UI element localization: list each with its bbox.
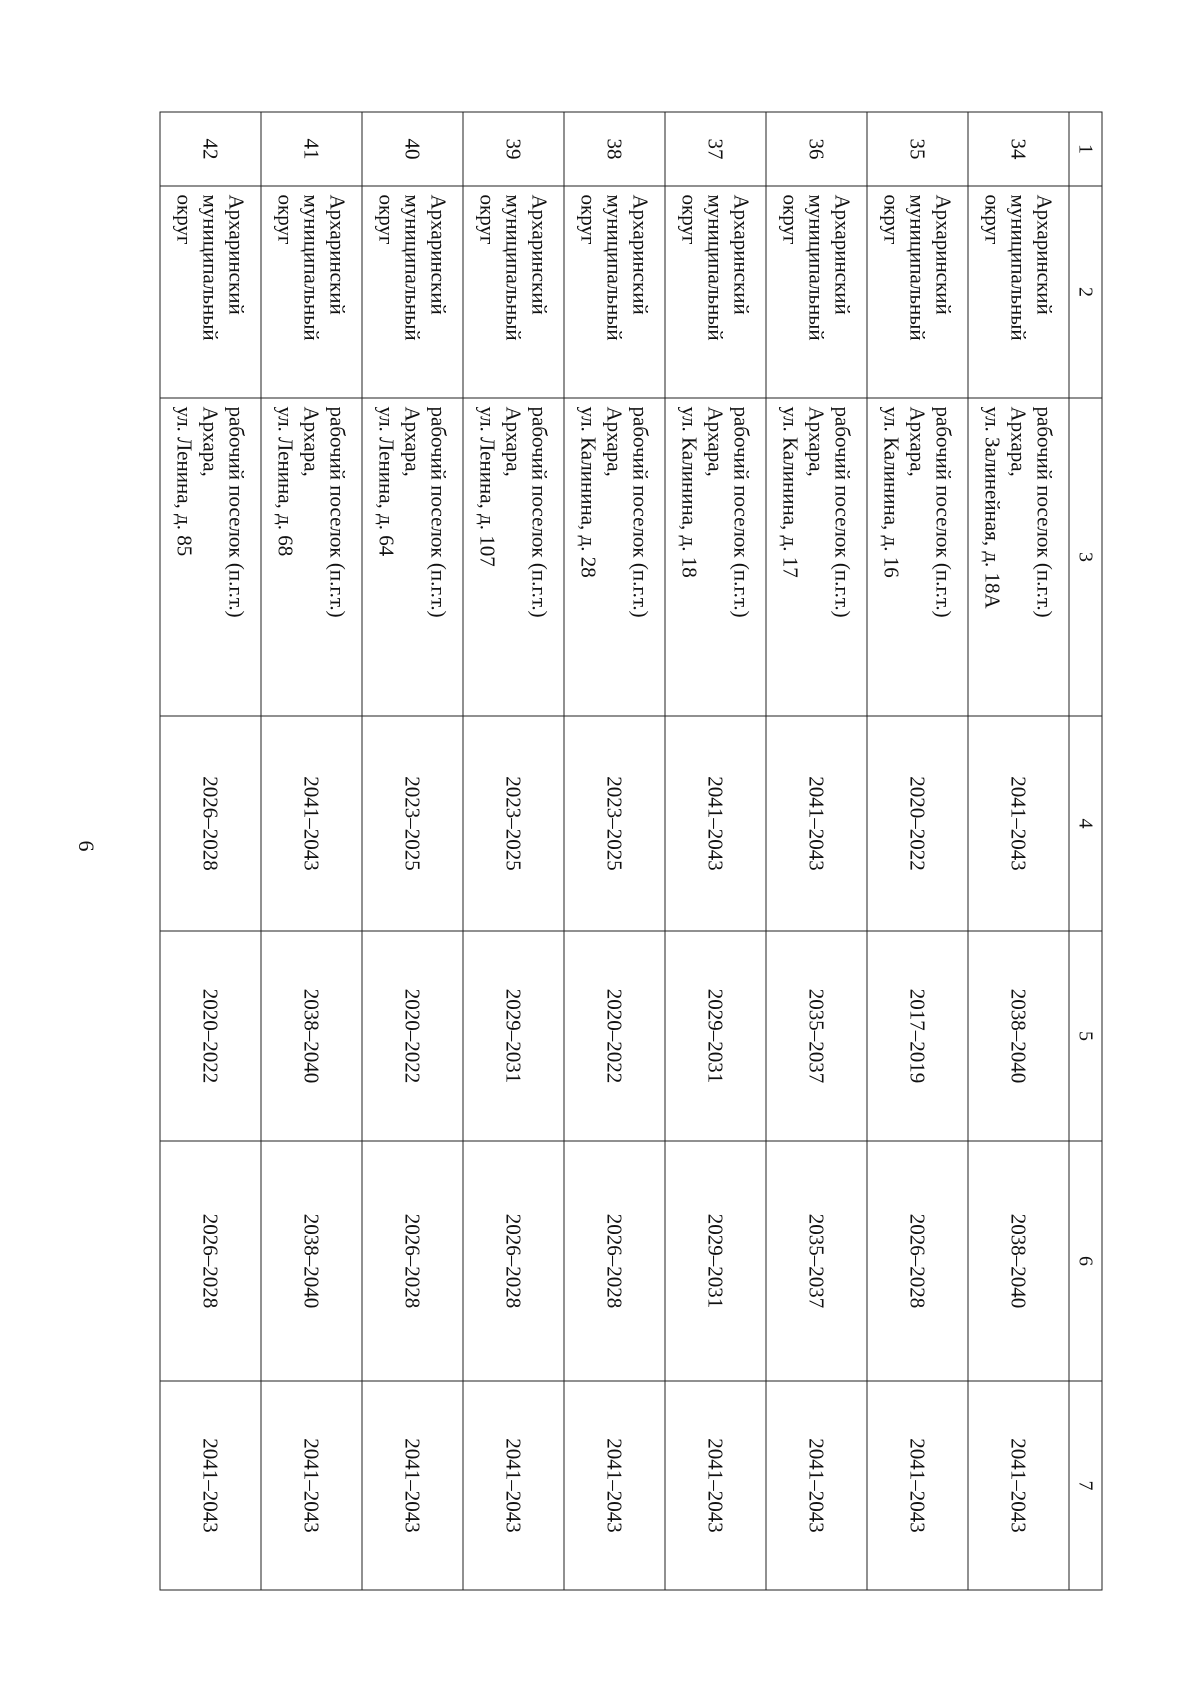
address-line: рабочий поселок (п.г.т.): [628, 406, 653, 618]
col6-period: 2035–2037: [766, 1141, 867, 1381]
table-row: [867, 112, 968, 1590]
header-col-5: 5: [1069, 931, 1102, 1141]
address-cell: [362, 398, 463, 716]
table-row: [766, 112, 867, 1590]
address-line: Архара,: [703, 406, 728, 477]
col7-period: 2041–2043: [463, 1381, 564, 1590]
district-line: муниципальный: [198, 194, 223, 341]
col6-period: 2026–2028: [463, 1141, 564, 1381]
table-row: [463, 112, 564, 1590]
col6-period: 2038–2040: [261, 1141, 362, 1381]
address-cell: [867, 398, 968, 716]
header-col-4: 4: [1069, 716, 1102, 931]
col4-period: 2026–2028: [160, 716, 261, 931]
address-line: рабочий поселок (п.г.т.): [325, 406, 350, 618]
table-row: [968, 112, 1069, 1590]
col5-period: 2017–2019: [867, 931, 968, 1141]
district-line: муниципальный: [1006, 194, 1031, 341]
address-line: ул. Калинина, д. 16: [879, 406, 904, 578]
col4-period: 2041–2043: [665, 716, 766, 931]
address-line: Архара,: [602, 406, 627, 477]
col5-period: 2020–2022: [362, 931, 463, 1141]
district-line: округ: [677, 194, 702, 245]
district-line: муниципальный: [400, 194, 425, 341]
district-line: Архаринский: [931, 194, 956, 315]
col6-period: 2029–2031: [665, 1141, 766, 1381]
district-cell: [766, 186, 867, 398]
col4-period: 2023–2025: [463, 716, 564, 931]
col7-period: 2041–2043: [867, 1381, 968, 1590]
address-cell: [564, 398, 665, 716]
district-line: муниципальный: [703, 194, 728, 341]
col7-period: 2041–2043: [160, 1381, 261, 1590]
district-line: муниципальный: [501, 194, 526, 341]
district-cell: [968, 186, 1069, 398]
address-line: Архара,: [400, 406, 425, 477]
header-col-7: 7: [1069, 1381, 1102, 1590]
row-number: 41: [261, 112, 362, 186]
address-line: рабочий поселок (п.г.т.): [527, 406, 552, 618]
col5-period: 2020–2022: [160, 931, 261, 1141]
district-line: Архаринский: [426, 194, 451, 315]
col5-period: 2038–2040: [968, 931, 1069, 1141]
row-number: 42: [160, 112, 261, 186]
district-cell: [564, 186, 665, 398]
district-line: округ: [273, 194, 298, 245]
address-line: рабочий поселок (п.г.т.): [830, 406, 855, 618]
district-line: округ: [879, 194, 904, 245]
col4-period: 2023–2025: [564, 716, 665, 931]
address-line: Архара,: [1006, 406, 1031, 477]
table-row: [362, 112, 463, 1590]
header-col-6: 6: [1069, 1141, 1102, 1381]
district-line: Архаринский: [325, 194, 350, 315]
row-number: 34: [968, 112, 1069, 186]
address-line: рабочий поселок (п.г.т.): [931, 406, 956, 618]
address-line: Архара,: [905, 406, 930, 477]
col5-period: 2029–2031: [463, 931, 564, 1141]
address-cell: [665, 398, 766, 716]
district-cell: [867, 186, 968, 398]
header-col-2: 2: [1069, 186, 1102, 398]
header-row: [1069, 112, 1102, 1590]
district-line: округ: [374, 194, 399, 245]
table-row: [665, 112, 766, 1590]
table-body: [160, 112, 1069, 1590]
col5-period: 2038–2040: [261, 931, 362, 1141]
district-line: округ: [172, 194, 197, 245]
address-line: Архара,: [198, 406, 223, 477]
schedule-table: [160, 112, 1103, 1591]
district-line: Архаринский: [729, 194, 754, 315]
col7-period: 2041–2043: [766, 1381, 867, 1590]
district-line: округ: [778, 194, 803, 245]
row-number: 38: [564, 112, 665, 186]
district-line: округ: [475, 194, 500, 245]
col4-period: 2023–2025: [362, 716, 463, 931]
row-number: 35: [867, 112, 968, 186]
row-number: 39: [463, 112, 564, 186]
col4-period: 2041–2043: [261, 716, 362, 931]
address-line: ул. Ленина, д. 85: [172, 406, 197, 557]
address-cell: [968, 398, 1069, 716]
col6-period: 2026–2028: [564, 1141, 665, 1381]
address-line: рабочий поселок (п.г.т.): [729, 406, 754, 618]
district-line: муниципальный: [602, 194, 627, 341]
col6-period: 2026–2028: [867, 1141, 968, 1381]
table-container: [172, 112, 1097, 1590]
table-row: [160, 112, 261, 1590]
district-line: муниципальный: [804, 194, 829, 341]
col4-period: 2020–2022: [867, 716, 968, 931]
header-col-3: 3: [1069, 398, 1102, 716]
district-line: Архаринский: [224, 194, 249, 315]
address-cell: [160, 398, 261, 716]
district-line: Архаринский: [830, 194, 855, 315]
col7-period: 2041–2043: [362, 1381, 463, 1590]
address-line: рабочий поселок (п.г.т.): [426, 406, 451, 618]
district-line: округ: [576, 194, 601, 245]
row-number: 40: [362, 112, 463, 186]
col6-period: 2026–2028: [362, 1141, 463, 1381]
header-col-1: 1: [1069, 112, 1102, 186]
table-row: [564, 112, 665, 1590]
district-line: округ: [980, 194, 1005, 245]
address-line: ул. Калинина, д. 17: [778, 406, 803, 578]
col4-period: 2041–2043: [968, 716, 1069, 931]
district-line: муниципальный: [905, 194, 930, 341]
address-line: ул. Ленина, д. 64: [374, 406, 399, 557]
col6-period: 2026–2028: [160, 1141, 261, 1381]
address-line: ул. Ленина, д. 68: [273, 406, 298, 557]
district-line: Архаринский: [527, 194, 552, 315]
district-cell: [665, 186, 766, 398]
address-cell: [766, 398, 867, 716]
col7-period: 2041–2043: [564, 1381, 665, 1590]
address-line: ул. Калинина, д. 18: [677, 406, 702, 578]
col4-period: 2041–2043: [766, 716, 867, 931]
district-cell: [160, 186, 261, 398]
address-line: ул. Ленина, д. 107: [475, 406, 500, 567]
row-number: 37: [665, 112, 766, 186]
table-row: [261, 112, 362, 1590]
col7-period: 2041–2043: [665, 1381, 766, 1590]
district-line: Архаринский: [628, 194, 653, 315]
district-cell: [261, 186, 362, 398]
district-cell: [463, 186, 564, 398]
district-line: Архаринский: [1032, 194, 1057, 315]
address-line: ул. Залинейная, д. 18А: [980, 406, 1005, 609]
col5-period: 2035–2037: [766, 931, 867, 1141]
row-number: 36: [766, 112, 867, 186]
address-line: рабочий поселок (п.г.т.): [1032, 406, 1057, 618]
address-line: ул. Калинина, д. 28: [576, 406, 601, 578]
col5-period: 2029–2031: [665, 931, 766, 1141]
address-cell: [463, 398, 564, 716]
address-cell: [261, 398, 362, 716]
district-line: муниципальный: [299, 194, 324, 341]
district-cell: [362, 186, 463, 398]
page-number: 6: [74, 840, 99, 852]
address-line: Архара,: [299, 406, 324, 477]
col5-period: 2020–2022: [564, 931, 665, 1141]
col6-period: 2038–2040: [968, 1141, 1069, 1381]
col7-period: 2041–2043: [968, 1381, 1069, 1590]
address-line: рабочий поселок (п.г.т.): [224, 406, 249, 618]
address-line: Архара,: [804, 406, 829, 477]
address-line: Архара,: [501, 406, 526, 477]
col7-period: 2041–2043: [261, 1381, 362, 1590]
